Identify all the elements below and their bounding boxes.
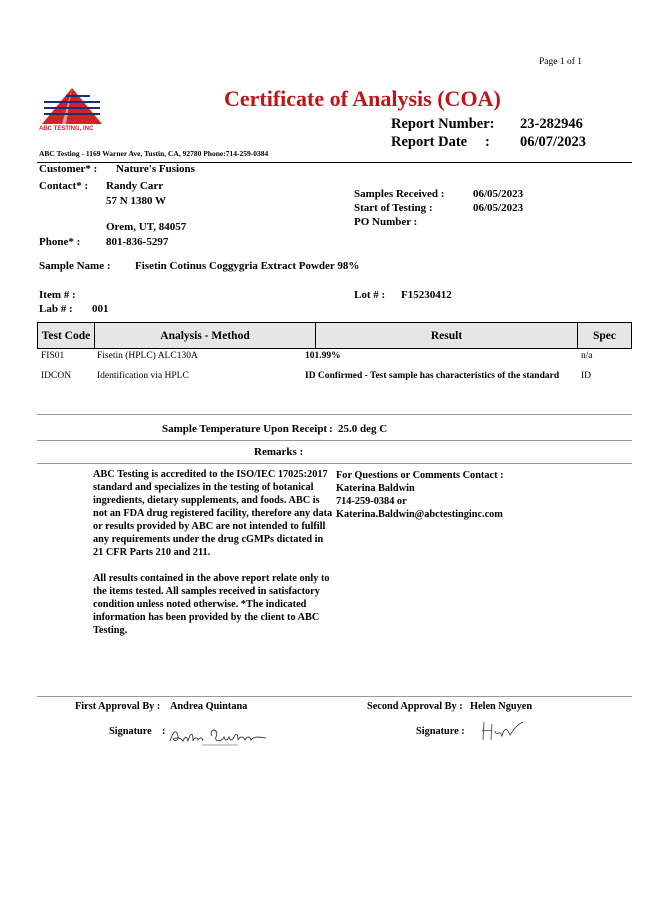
samples-received-label: Samples Received : <box>354 188 445 200</box>
remarks-label: Remarks : <box>254 446 304 458</box>
contact-label: Contact* : <box>39 180 89 192</box>
sample-name-label: Sample Name : <box>39 260 111 272</box>
row-2-spec: ID <box>581 371 592 381</box>
row-1-result: 101.99% <box>305 351 341 361</box>
start-testing: 06/05/2023 <box>473 202 524 214</box>
contact-phone: 714-259-0384 or <box>336 496 407 507</box>
logo-text: ABC TESTING, INC <box>39 126 94 132</box>
row-1-spec: n/a <box>581 351 593 361</box>
th-spec: Spec <box>577 322 632 349</box>
customer-name: Nature's Fusions <box>116 163 195 175</box>
temperature-value: 25.0 deg C <box>338 423 388 435</box>
th-result: Result <box>315 322 578 349</box>
temperature-divider <box>37 440 632 441</box>
contact-email[interactable]: Katerina.Baldwin@abctestinginc.com <box>336 509 503 520</box>
remarks-divider <box>37 463 632 464</box>
th-test-code: Test Code <box>37 322 95 349</box>
row-1-method: Fisetin (HPLC) ALC130A <box>97 351 198 361</box>
customer-label: Customer* : <box>39 163 98 175</box>
item-label: Item # : <box>39 289 76 301</box>
approvals-divider <box>37 696 632 697</box>
report-date-label: Report Date <box>391 134 468 150</box>
results-note: All results contained in the above report relate only to the items tested. All samples received in satisfactory condition unless noted otherwise. *The indicated information has been provided by the client to ABC Testing. <box>93 573 330 636</box>
contact-name: Randy Carr <box>106 180 164 192</box>
second-approver: Helen Nguyen <box>470 701 533 712</box>
row-2-method: Identification via HPLC <box>97 371 189 381</box>
address-line-1: 57 N 1380 W <box>106 195 166 207</box>
contact-heading: For Questions or Comments Contact : <box>336 470 504 481</box>
lot-label: Lot # : <box>354 289 386 301</box>
signature-label-second: Signature : <box>416 726 465 737</box>
row-1-code: FIS01 <box>41 351 65 361</box>
row-2-result: ID Confirmed - Test sample has characteristics of the standard <box>305 371 560 381</box>
phone-value: 801-836-5297 <box>106 236 169 248</box>
contact-person: Katerina Baldwin <box>336 483 415 494</box>
temperature-colon: : <box>329 423 333 435</box>
report-number: 23-282946 <box>520 116 583 132</box>
signature-second <box>478 718 526 742</box>
th-analysis-method: Analysis - Method <box>94 322 316 349</box>
page-number: Page 1 of 1 <box>539 57 583 67</box>
signature-colon-first: : <box>162 726 166 737</box>
po-number-label: PO Number : <box>354 216 418 228</box>
document-title: Certificate of Analysis (COA) <box>224 86 501 111</box>
second-approval-label: Second Approval By : <box>367 701 463 712</box>
temperature-label: Sample Temperature Upon Receipt <box>162 423 328 435</box>
accreditation-text: ABC Testing is accredited to the ISO/IEC 17025:2017 standard and specializes in the testing of botanical ingredients, dietary supplements, and foods. ABC is not an FDA drug registered facility, therefore any data or results provided by ABC are not intended to fulfill any requirements under the drug cGMPs dictated in 21 CFR Parts 210 and 211. <box>93 469 333 558</box>
report-date-colon: : <box>485 134 490 150</box>
first-approver: Andrea Quintana <box>170 701 248 712</box>
row-2-code: IDCON <box>41 371 72 381</box>
phone-label: Phone* : <box>39 236 81 248</box>
samples-received: 06/05/2023 <box>473 188 524 200</box>
lab-number: 001 <box>92 303 109 315</box>
start-testing-label: Start of Testing : <box>354 202 433 214</box>
report-number-label: Report Number: <box>391 116 495 132</box>
signature-label-first: Signature <box>109 726 152 737</box>
report-date: 06/07/2023 <box>520 134 587 150</box>
company-info: ABC Testing - 1169 Warner Ave, Tustin, CA, 92780 Phone:714-259-0384 <box>39 149 269 158</box>
address-line-2: Orem, UT, 84057 <box>106 221 187 233</box>
lab-label: Lab # : <box>39 303 73 315</box>
lot-number: F15230412 <box>401 289 452 301</box>
table-bottom-divider <box>37 414 632 415</box>
first-approval-label: First Approval By : <box>75 701 161 712</box>
sample-name: Fisetin Cotinus Coggygria Extract Powder 98% <box>135 260 360 272</box>
signature-first <box>166 724 272 748</box>
